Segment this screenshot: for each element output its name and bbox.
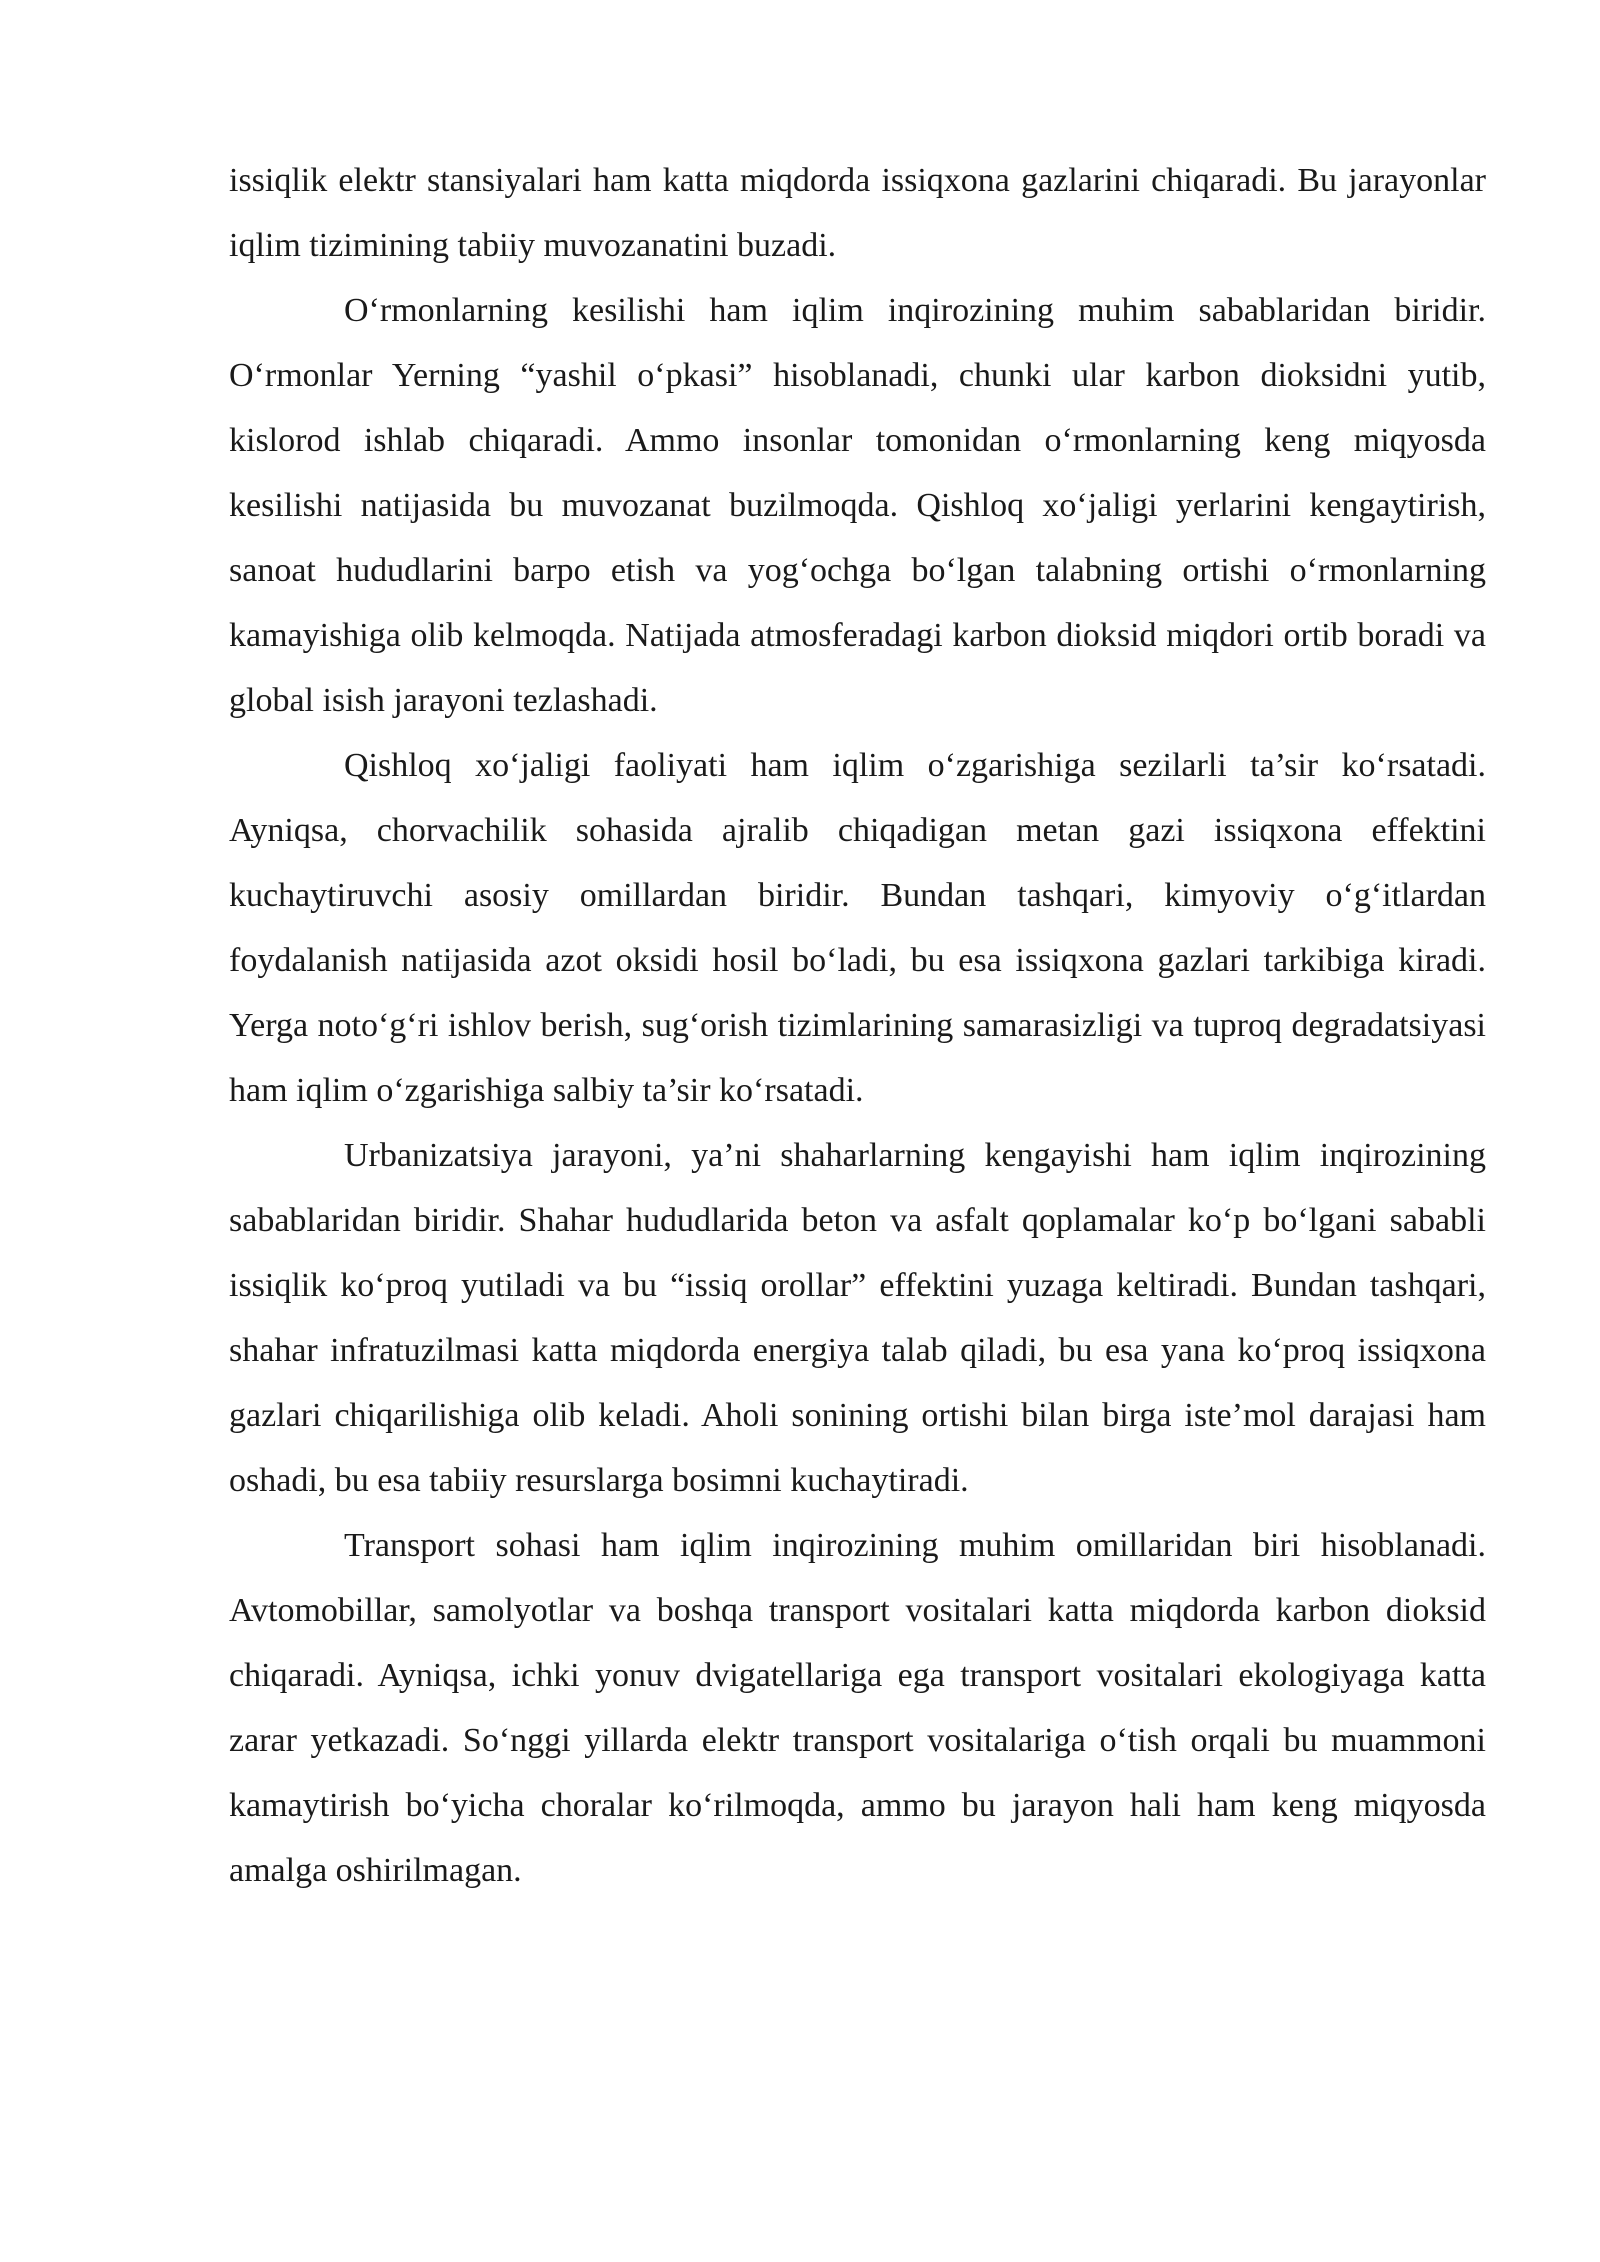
document-body	[229, 148, 1486, 1903]
paragraph-agriculture: Qishloq xo‘jaligi faoliyati ham iqlim o‘zgarishiga sezilarli ta’sir ko‘rsatadi. Ayniqsa, chorvachilik sohasida ajralib chiqadigan metan gazi issiqxona effektini kuchaytiruvchi asosiy omillardan biridir. Bundan tashqari, kimyoviy o‘g‘itlardan foydalanish natijasida azot oksidi hosil bo‘ladi, bu esa issiqxona gazlari tarkibiga kiradi. Yerga noto‘g‘ri ishlov berish, sug‘orish tizimlarining samarasizligi va tuproq degradatsiyasi ham iqlim o‘zgarishiga salbiy ta’sir ko‘rsatadi.	[229, 747, 1486, 1109]
paragraph-deforestation: O‘rmonlarning kesilishi ham iqlim inqirozining muhim sabablaridan biridir. O‘rmonlar Yerning “yashil o‘pkasi” hisoblanadi, chunki ular karbon dioksidni yutib, kislorod ishlab chiqaradi. Ammo insonlar tomonidan o‘rmonlarning keng miqyosda kesilishi natijasida bu muvozanat buzilmoqda. Qishloq xo‘jaligi yerlarini kengaytirish, sanoat hududlarini barpo etish va yog‘ochga bo‘lgan talabning ortishi o‘rmonlarning kamayishiga olib kelmoqda. Natijada atmosferadagi karbon dioksid miqdori ortib boradi va global isish jarayoni tezlashadi.	[229, 292, 1486, 719]
paragraph-transport: Transport sohasi ham iqlim inqirozining muhim omillaridan biri hisoblanadi. Avtomobillar, samolyotlar va boshqa transport vositalari katta miqdorda karbon dioksid chiqaradi. Ayniqsa, ichki yonuv dvigatellariga ega transport vositalari ekologiyaga katta zarar yetkazadi. So‘nggi yillarda elektr transport vositalariga o‘tish orqali bu muammoni kamaytirish bo‘yicha choralar ko‘rilmoqda, ammo bu jarayon hali ham keng miqyosda amalga oshirilmagan.	[229, 1527, 1486, 1889]
paragraph-continuation: issiqlik elektr stansiyalari ham katta miqdorda issiqxona gazlarini chiqaradi. Bu jarayonlar iqlim tizimining tabiiy muvozanatini buzadi.	[229, 162, 1486, 264]
paragraph-urbanization: Urbanizatsiya jarayoni, ya’ni shaharlarning kengayishi ham iqlim inqirozining sabablaridan biridir. Shahar hududlarida beton va asfalt qoplamalar ko‘p bo‘lgani sababli issiqlik ko‘proq yutiladi va bu “issiq orollar” effektini yuzaga keltiradi. Bundan tashqari, shahar infratuzilmasi katta miqdorda energiya talab qiladi, bu esa yana ko‘proq issiqxona gazlari chiqarilishiga olib keladi. Aholi sonining ortishi bilan birga iste’mol darajasi ham oshadi, bu esa tabiiy resurslarga bosimni kuchaytiradi.	[229, 1137, 1486, 1499]
